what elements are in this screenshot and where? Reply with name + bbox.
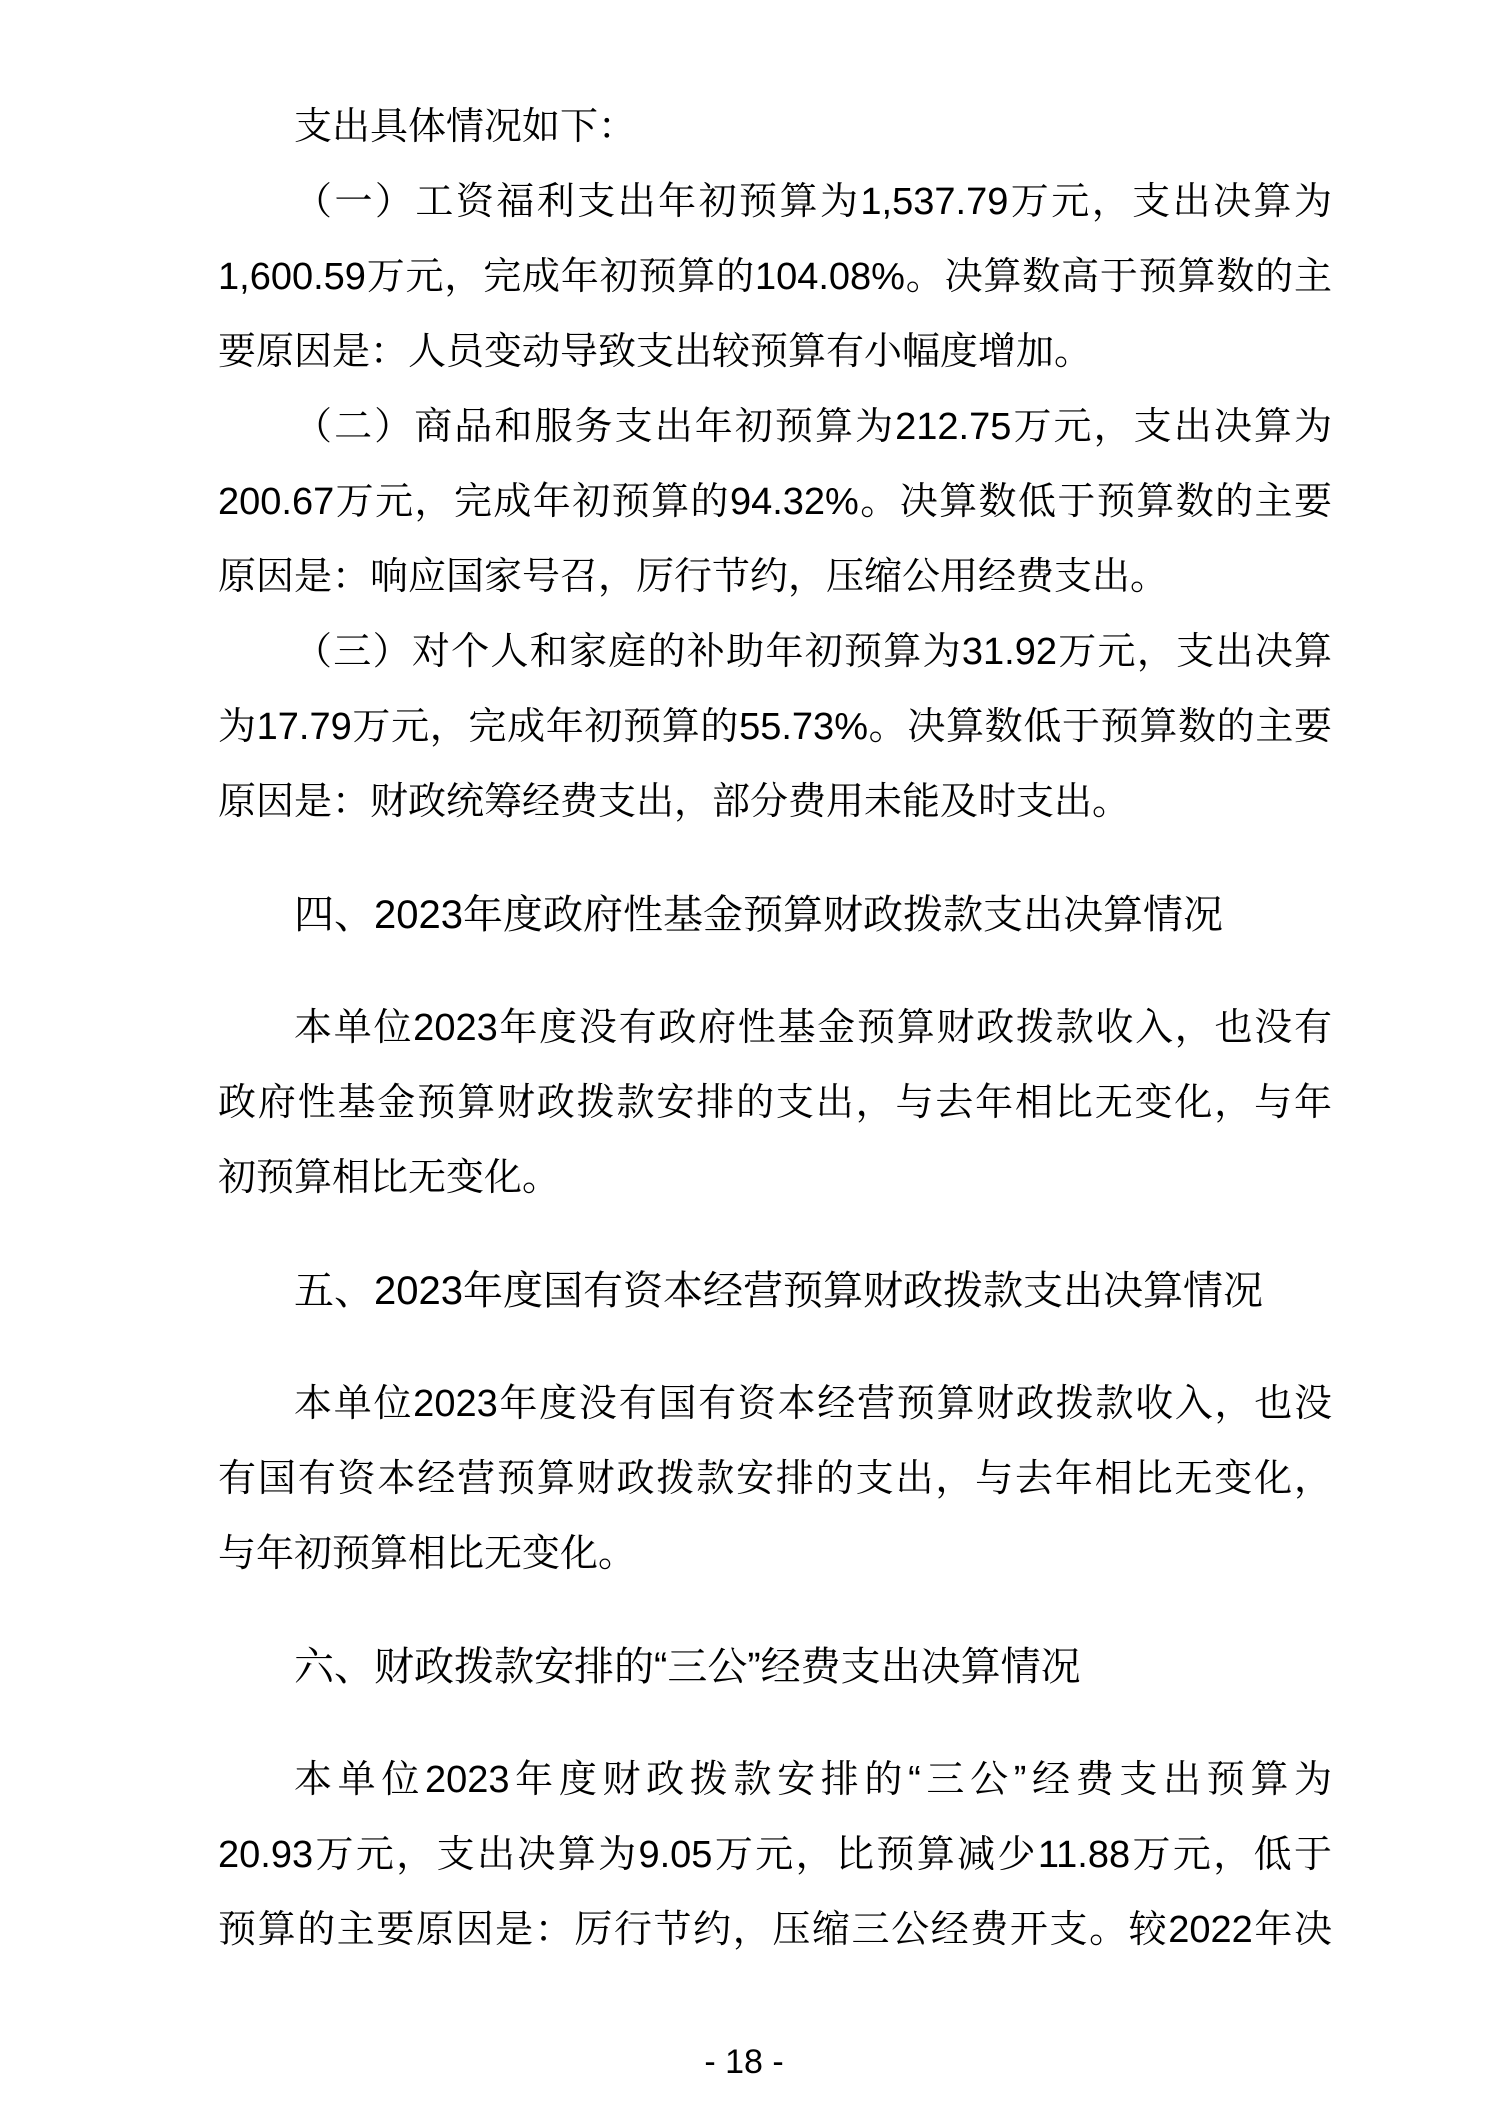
section-heading: 五、2023年度国有资本经营预算财政拨款支出决算情况	[294, 1269, 1263, 1313]
text-line: 1,600.59万元，完成年初预算的104.08%。决算数高于预算数的主	[218, 256, 1332, 298]
text-line: 本单位2023年度没有国有资本经营预算财政拨款收入，也没	[294, 1383, 1332, 1425]
text-line: 预算的主要原因是：厉行节约，压缩三公经费开支。较2022年决	[218, 1909, 1332, 1951]
text-line: 为17.79万元，完成年初预算的55.73%。决算数低于预算数的主要	[218, 706, 1332, 748]
text-line: 20.93万元，支出决算为9.05万元，比预算减少11.88万元，低于	[218, 1834, 1332, 1876]
text-line: 200.67万元，完成年初预算的94.32%。决算数低于预算数的主要	[218, 481, 1332, 523]
page-number: - 18 -	[704, 2043, 784, 2081]
document-body	[218, 90, 1332, 1968]
text-line: 政府性基金预算财政拨款安排的支出，与去年相比无变化，与年	[218, 1082, 1332, 1124]
section-heading: 六、财政拨款安排的“三公”经费支出决算情况	[294, 1645, 1081, 1689]
text-line: 原因是：响应国家号召，厉行节约，压缩公用经费支出。	[218, 556, 1169, 598]
text-line: 要原因是：人员变动导致支出较预算有小幅度增加。	[218, 331, 1093, 373]
text-line: 支出具体情况如下：	[294, 106, 637, 148]
section-heading: 四、2023年度政府性基金预算财政拨款支出决算情况	[294, 893, 1223, 937]
text-line: 有国有资本经营预算财政拨款安排的支出，与去年相比无变化，	[218, 1458, 1332, 1500]
text-line: （一）工资福利支出年初预算为1,537.79万元，支出决算为	[294, 181, 1332, 223]
text-line: 本单位2023年度财政拨款安排的“三公”经费支出预算为	[294, 1759, 1332, 1801]
text-line: 原因是：财政统筹经费支出，部分费用未能及时支出。	[218, 781, 1131, 823]
text-line: 与年初预算相比无变化。	[218, 1533, 637, 1575]
text-line: 本单位2023年度没有政府性基金预算财政拨款收入，也没有	[294, 1007, 1332, 1049]
text-line: （二）商品和服务支出年初预算为212.75万元，支出决算为	[294, 406, 1332, 448]
text-line: 初预算相比无变化。	[218, 1157, 561, 1199]
text-line: （三）对个人和家庭的补助年初预算为31.92万元，支出决算	[294, 631, 1332, 673]
